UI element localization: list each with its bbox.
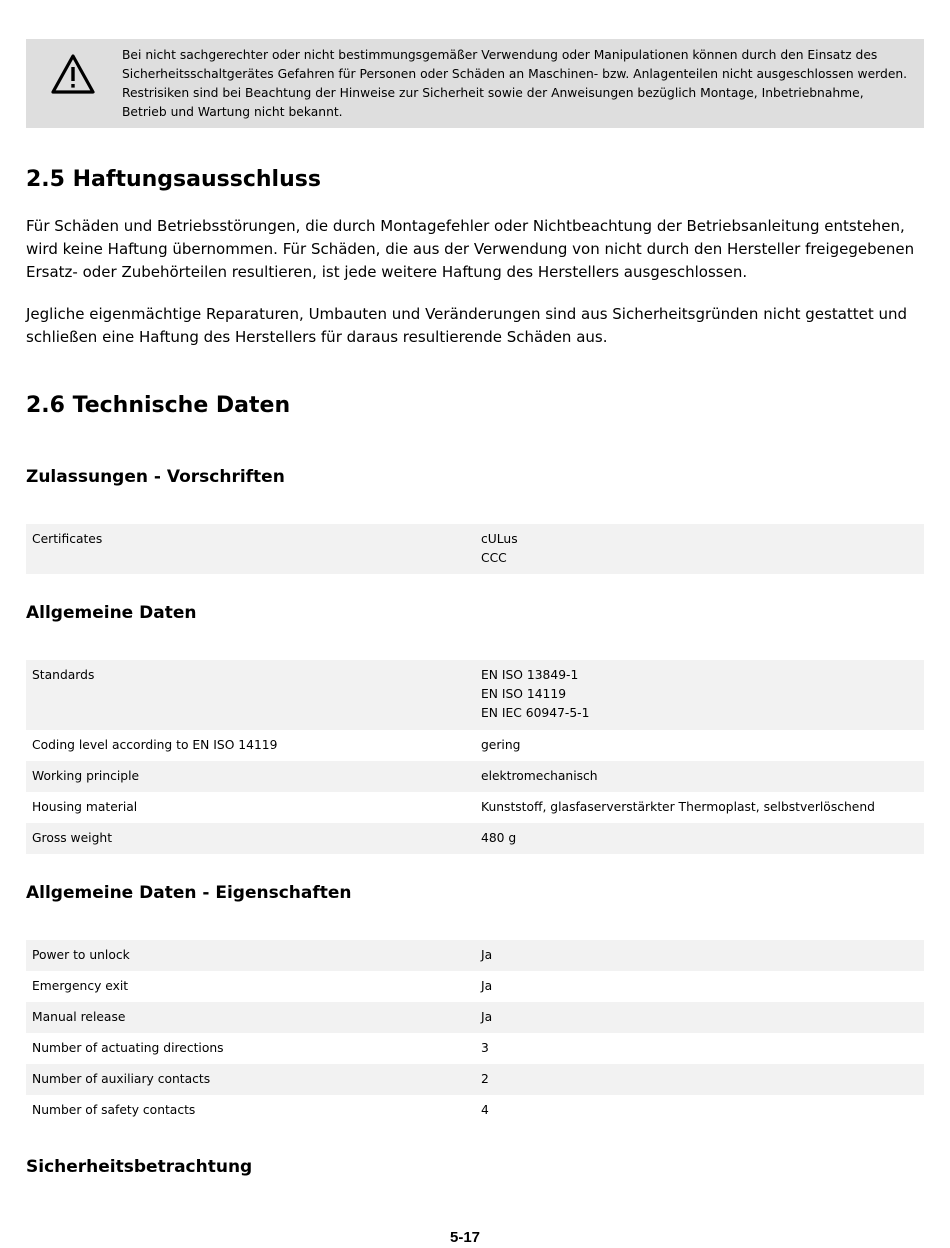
row-value: 480 g: [481, 831, 517, 845]
table-row: [26, 792, 924, 823]
subheading-sicherheitsbetrachtung: Sicherheitsbetrachtung: [26, 1157, 253, 1177]
row-value: Kunststoff, glasfaserverstärkter Thermoplast, selbstverlöschend: [481, 800, 875, 814]
section-heading-technische-daten: 2.6 Technische Daten: [26, 393, 291, 418]
warning-line: Bei nicht sachgerechter oder nicht bestimmungsgemäßer Verwendung oder Manipulationen können durch den Einsatz des: [122, 48, 878, 62]
warning-text: [122, 46, 922, 122]
warning-triangle-icon: [50, 53, 96, 95]
row-value: Ja: [481, 979, 493, 993]
row-value: 3: [481, 1041, 489, 1055]
row-label: Certificates: [32, 532, 103, 546]
table-row: [26, 1095, 924, 1126]
warning-box: [26, 39, 924, 128]
table-row: [26, 971, 924, 1002]
paragraph-haftung-1: [26, 215, 926, 284]
paragraph-line: schließen eine Haftung des Herstellers für daraus resultierende Schäden aus.: [26, 328, 608, 346]
row-label: Manual release: [32, 1010, 126, 1024]
row-value: gering: [481, 738, 521, 752]
row-value: [481, 666, 589, 723]
row-label: Power to unlock: [32, 948, 130, 962]
value-line: EN ISO 13849-1: [481, 668, 579, 682]
value-line: cULus: [481, 532, 518, 546]
row-label: Number of auxiliary contacts: [32, 1072, 211, 1086]
subheading-zulassungen: Zulassungen - Vorschriften: [26, 467, 285, 487]
table-row: [26, 1002, 924, 1033]
value-line: EN IEC 60947-5-1: [481, 706, 590, 720]
warning-line: Betrieb und Wartung nicht bekannt.: [122, 105, 343, 119]
table-row: [26, 1033, 924, 1064]
page-number: 5-17: [449, 1229, 481, 1246]
row-label: Standards: [32, 668, 95, 682]
row-value: [481, 530, 518, 568]
subheading-eigenschaften: Allgemeine Daten - Eigenschaften: [26, 883, 352, 903]
table-row: [26, 761, 924, 792]
row-label: Gross weight: [32, 831, 113, 845]
row-value: Ja: [481, 948, 493, 962]
paragraph-haftung-2: [26, 303, 926, 349]
row-label: Emergency exit: [32, 979, 129, 993]
warning-line: Restrisiken sind bei Beachtung der Hinweise zur Sicherheit sowie der Anweisungen bezüglich Montage, Inbetriebnahme,: [122, 86, 864, 100]
row-value: 4: [481, 1103, 489, 1117]
table-row: [26, 940, 924, 971]
table-row: [26, 660, 924, 730]
paragraph-line: wird keine Haftung übernommen. Für Schäden, die aus der Verwendung von nicht durch den Hersteller freigegebenen: [26, 240, 915, 258]
row-label: Number of actuating directions: [32, 1041, 224, 1055]
paragraph-line: Ersatz- oder Zubehörteilen resultieren, ist jede weitere Haftung des Herstellers ausgeschlossen.: [26, 263, 748, 281]
row-label: Housing material: [32, 800, 138, 814]
subheading-allgemeine-daten: Allgemeine Daten: [26, 603, 197, 623]
row-label: Coding level according to EN ISO 14119: [32, 738, 278, 752]
row-label: Working principle: [32, 769, 140, 783]
warning-line: Sicherheitsschaltgerätes Gefahren für Personen oder Schäden an Maschinen- bzw. Anlagenteilen nicht ausgeschlossen werden.: [122, 67, 908, 81]
table-zulassungen: [26, 524, 924, 574]
value-line: EN ISO 14119: [481, 687, 567, 701]
table-row: [26, 524, 924, 574]
row-value: Ja: [481, 1010, 493, 1024]
table-row: [26, 730, 924, 761]
row-value: elektromechanisch: [481, 769, 598, 783]
paragraph-line: Jegliche eigenmächtige Reparaturen, Umbauten und Veränderungen sind aus Sicherheitsgründen nicht gestattet und: [26, 305, 908, 323]
table-row: [26, 823, 924, 854]
row-label: Number of safety contacts: [32, 1103, 196, 1117]
paragraph-line: Für Schäden und Betriebsstörungen, die durch Montagefehler oder Nichtbeachtung der Betriebsanleitung entstehen,: [26, 217, 905, 235]
table-eigenschaften: [26, 940, 924, 1126]
value-line: CCC: [481, 551, 507, 565]
row-value: 2: [481, 1072, 489, 1086]
table-allgemeine-daten: [26, 660, 924, 854]
section-heading-haftungsausschluss: 2.5 Haftungsausschluss: [26, 167, 321, 192]
table-row: [26, 1064, 924, 1095]
